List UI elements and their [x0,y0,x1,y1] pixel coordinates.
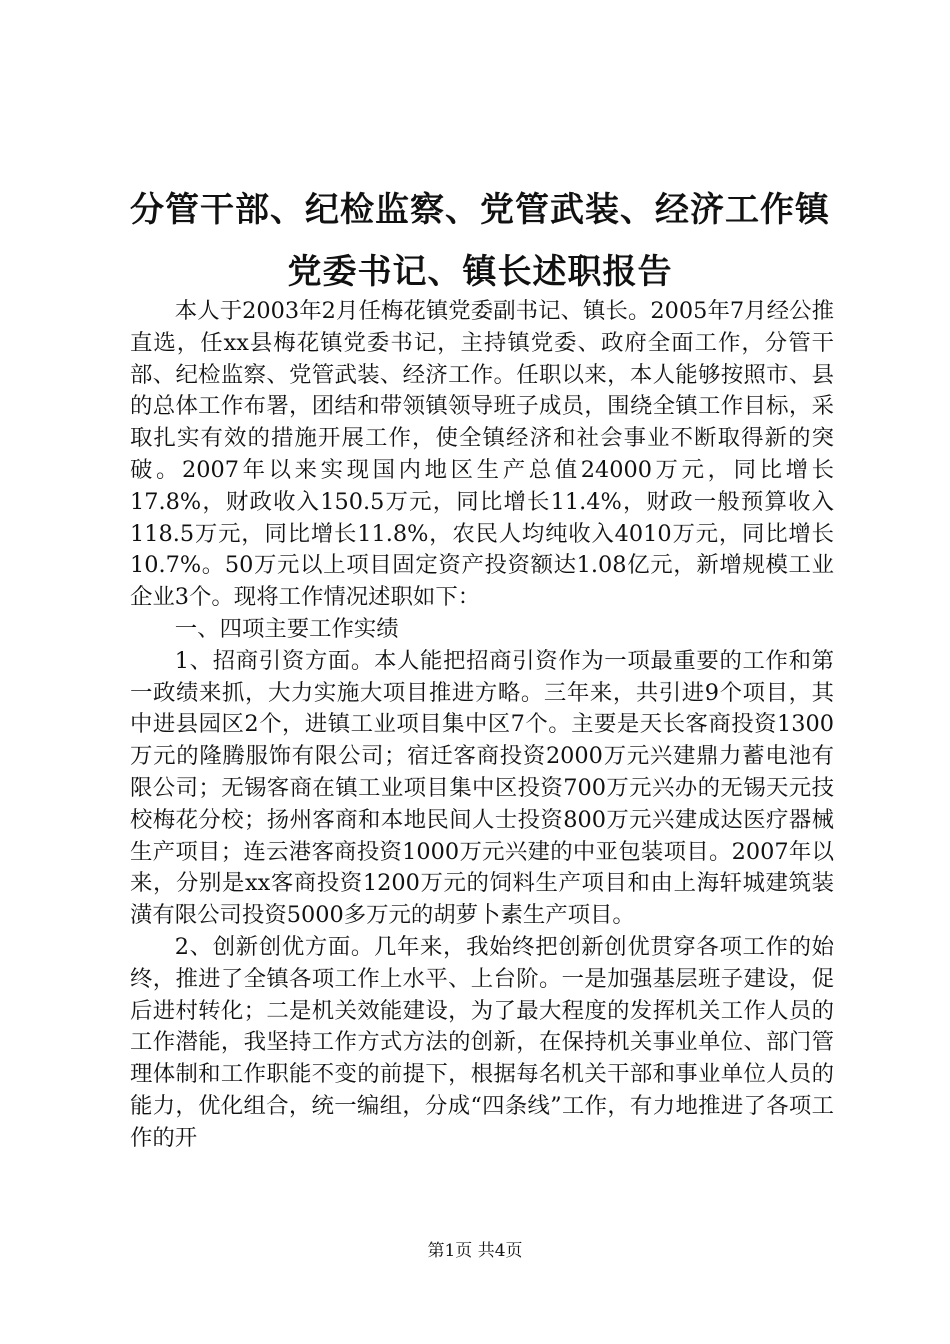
document-title-line-1: 分管干部、纪检监察、党管武装、经济工作镇 [130,190,830,230]
page-number-footer: 第1页 共4页 [427,1241,523,1261]
paragraph-investment: 1、招商引资方面。本人能把招商引资作为一项最重要的工作和第一政绩来抓，大力实施大项目推进方略。三年来，共引进9个项目，其中进县园区2个，进镇工业项目集中区7个。主要是天长客商投资1300万元的隆腾服饰有限公司；宿迁客商投资2000万元兴建鼎力蓄电池有限公司；无锡客商在镇工业项目集中区投资700万元兴办的无锡天元技校梅花分校；扬州客商和本地民间人士投资800万元兴建成达医疗器械生产项目；连云港客商投资1000万元兴建的中亚包装项目。2007年以来，分别是xx客商投资1200万元的饲料生产项目和由上海轩城建筑装潢有限公司投资5000多万元的胡萝卜素生产项目。 [130,647,834,929]
paragraph-innovation: 2、创新创优方面。几年来，我始终把创新创优贯穿各项工作的始终，推进了全镇各项工作上水平、上台阶。一是加强基层班子建设，促后进村转化；二是机关效能建设，为了最大程度的发挥机关工作人员的工作潜能，我坚持工作方式方法的创新，在保持机关事业单位、部门管理体制和工作职能不变的前提下，根据每名机关干部和事业单位人员的能力，优化组合，统一编组，分成“四条线”工作，有力地推进了各项工作的开 [130,933,834,1151]
document-body [130,296,834,1155]
paragraph-intro: 本人于2003年2月任梅花镇党委副书记、镇长。2005年7月经公推直选，任xx县梅花镇党委书记，主持镇党委、政府全面工作，分管干部、纪检监察、党管武装、经济工作。任职以来，本人能够按照市、县的总体工作布署，团结和带领镇领导班子成员，围绕全镇工作目标，采取扎实有效的措施开展工作，使全镇经济和社会事业不断取得新的突破。2007年以来实现国内地区生产总值24000万元，同比增长17.8%，财政收入150.5万元，同比增长11.4%，财政一般预算收入118.5万元，同比增长11.8%，农民人均纯收入4010万元，同比增长10.7%。50万元以上项目固定资产投资额达1.08亿元，新增规模工业企业3个。现将工作情况述职如下： [130,298,834,611]
section-heading: 一、四项主要工作实绩 [174,615,399,642]
document-title-line-2: 党委书记、镇长述职报告 [287,252,673,292]
